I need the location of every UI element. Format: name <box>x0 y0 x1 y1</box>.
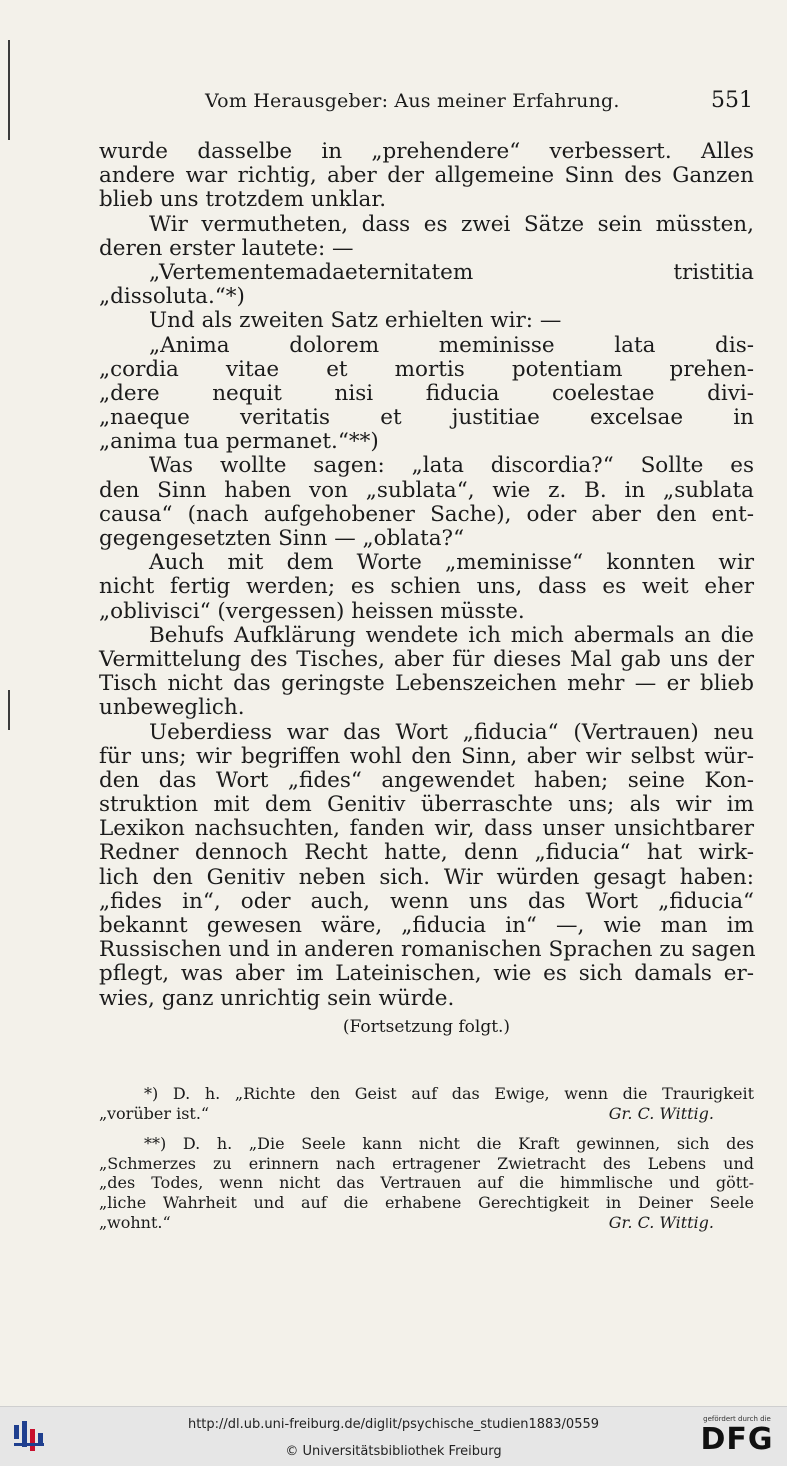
text-line: Tisch nicht das geringste Lebenszeichen mehr — er blieb <box>99 671 754 697</box>
text-line: den Sinn haben von „sublata“, wie z. B. in „sublata <box>99 477 754 503</box>
text-line: Lexikon nachsuchten, fanden wir, dass unser unsichtbarer <box>99 816 754 842</box>
copyright-notice: © Universitätsbibliothek Freiburg <box>285 1444 502 1459</box>
text-line: deren erster lautete: — <box>99 235 354 261</box>
text-line: „naeque veritatis et justitiae excelsae in <box>99 405 754 431</box>
text-line: nicht fertig werden; es schien uns, dass es weit eher <box>99 574 754 600</box>
footnote-line: „wohnt.“ <box>99 1212 171 1232</box>
footnote-line: „des Todes, wenn nicht das Vertrauen auf die himmlische und gött- <box>99 1173 754 1193</box>
text-line: bekannt gewesen wäre, „fiducia in“ —, wie man im <box>99 913 754 938</box>
text-line: Auch mit dem Worte „meminisse“ konnten wir <box>149 550 754 576</box>
text-line: „dissoluta.“*) <box>99 284 245 310</box>
continuation-note: (Fortsetzung folgt.) <box>342 1016 511 1037</box>
text-line: Russischen und in anderen romanischen Sprachen zu sagen <box>99 937 756 963</box>
permalink-url[interactable]: http://dl.ub.uni-freiburg.de/diglit/psychische_studien1883/0559 <box>187 1417 600 1432</box>
text-line: Ueberdiess war das Wort „fiducia“ (Vertrauen) neu <box>149 719 754 745</box>
text-line: Und als zweiten Satz erhielten wir: — <box>149 308 562 334</box>
text-line: „anima tua permanet.“**) <box>99 429 379 455</box>
text-line: Redner dennoch Recht hatte, denn „fiducia“ hat wirk- <box>99 840 754 866</box>
text-line: blieb uns trotzdem unklar. <box>99 187 387 213</box>
text-line: Wir vermutheten, dass es zwei Sätze sein müssten, <box>149 211 754 237</box>
text-line: gegengesetzten Sinn — „oblata?“ <box>99 526 465 551</box>
text-line: wies, ganz unrichtig sein würde. <box>99 985 455 1011</box>
footnote <box>99 1134 754 1232</box>
scan-edge-mark <box>8 40 10 140</box>
footnote-line: **) D. h. „Die Seele kann nicht die Kraft gewinnen, sich des <box>144 1134 754 1154</box>
text-line: Behufs Aufklärung wendete ich mich abermals an die <box>149 622 754 648</box>
text-line: wurde dasselbe in „prehendere“ verbessert. Alles <box>99 139 754 164</box>
text-line: unbeweglich. <box>99 695 245 721</box>
text-line: „fides in“, oder auch, wenn uns das Wort „fiducia“ <box>99 888 754 914</box>
text-line: für uns; wir begriffen wohl den Sinn, aber wir selbst wür- <box>99 743 754 769</box>
text-line: pflegt, was aber im Lateinischen, wie es sich damals er- <box>99 961 754 987</box>
text-line: andere war richtig, aber der allgemeine Sinn des Ganzen <box>99 163 754 189</box>
text-line: causa“ (nach aufgehobener Sache), oder aber den ent- <box>99 501 754 527</box>
viewer-footer <box>0 1406 787 1466</box>
footnotes <box>99 1084 754 1232</box>
text-line: „Anima dolorem meminisse lata dis- <box>149 332 754 358</box>
footnote-line: *) D. h. „Richte den Geist auf das Ewige, wenn die Traurigkeit <box>144 1084 754 1103</box>
running-header <box>205 88 753 118</box>
dfg-logo-text: DFG <box>700 1422 774 1457</box>
dfg-funding-text: gefördert durch die <box>703 1415 771 1423</box>
text-line: Was wollte sagen: „lata discordia?“ Sollte es <box>149 453 754 479</box>
footnote-line: „Schmerzes zu erinnern nach ertragener Zwietracht des Lebens und <box>99 1153 754 1173</box>
text-line: lich den Genitiv neben sich. Wir würden gesagt haben: <box>99 864 754 890</box>
scan-edge-mark <box>8 690 10 730</box>
body-text <box>99 140 754 1039</box>
footnote-signature: Gr. C. Wittig. <box>608 1212 714 1232</box>
text-line: struktion mit dem Genitiv überraschte uns; als wir im <box>99 792 754 818</box>
text-line: „cordia vitae et mortis potentiam prehen- <box>99 356 754 382</box>
text-line: den das Wort „fides“ angewendet haben; seine Kon- <box>99 767 754 793</box>
running-title: Vom Herausgeber: Aus meiner Erfahrung. <box>205 90 620 112</box>
footnote-line: „liche Wahrheit und auf die erhabene Gerechtigkeit in Deiner Seele <box>99 1192 754 1212</box>
page-number: 551 <box>711 88 753 113</box>
text-line: „Vertementemadaeternitatem tristitia <box>149 259 754 285</box>
text-line: „oblivisci“ (vergessen) heissen müsste. <box>99 598 525 624</box>
footnote-signature: Gr. C. Wittig. <box>608 1103 714 1123</box>
text-line: „dere nequit nisi fiducia coelestae divi- <box>99 380 754 406</box>
dfg-logo <box>697 1415 777 1463</box>
text-line: Vermittelung des Tisches, aber für dieses Mal gab uns der <box>99 646 754 672</box>
footnote <box>99 1084 754 1123</box>
footnote-line: „vorüber ist.“ <box>99 1103 210 1123</box>
